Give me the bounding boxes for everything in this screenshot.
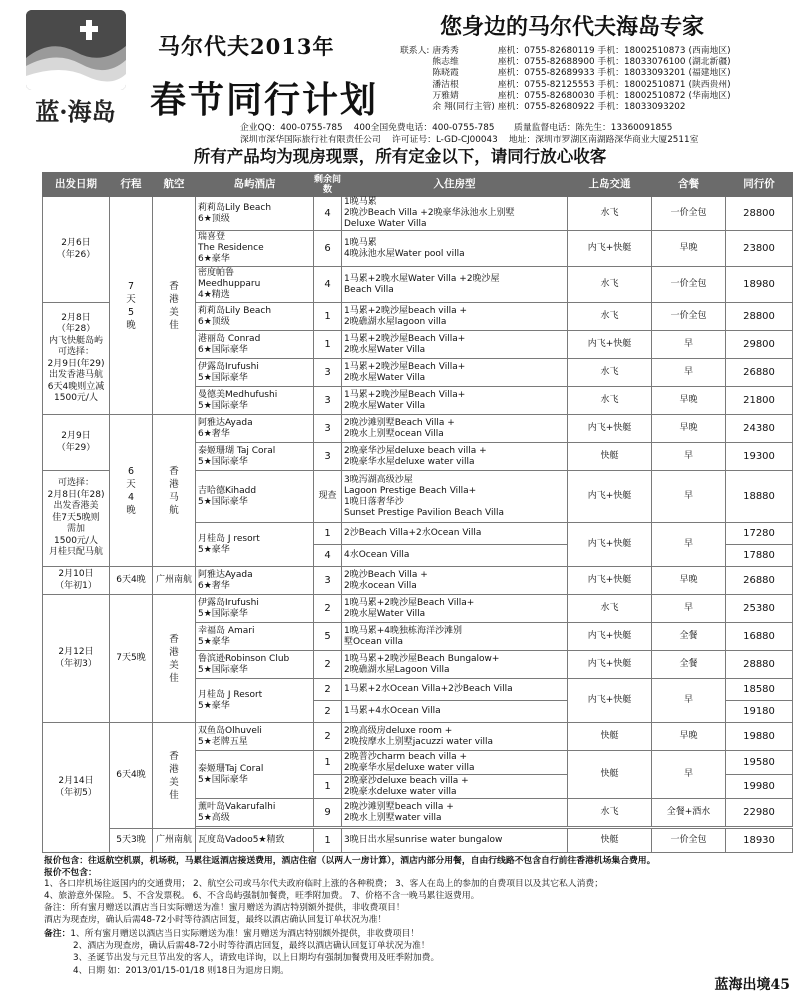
meal: 早 bbox=[652, 443, 726, 471]
transport: 内飞+快艇 bbox=[568, 623, 652, 651]
price: 18930 bbox=[726, 829, 793, 853]
room-type: 1晚马累 2晚沙Beach Villa +2晚豪华泳池水上别墅 Deluxe Water Villa bbox=[342, 197, 568, 231]
price: 26880 bbox=[726, 359, 793, 387]
price: 26880 bbox=[726, 567, 793, 595]
rooms-left: 2 bbox=[314, 701, 342, 723]
transport: 内飞+快艇 bbox=[568, 231, 652, 267]
room-type: 1晚马累+4晚独栋海洋沙滩别 墅Ocean villa bbox=[342, 623, 568, 651]
airline: 广州南航 bbox=[153, 829, 196, 853]
header-hotel: 岛屿酒店 bbox=[196, 173, 314, 197]
table-row bbox=[43, 197, 793, 231]
meal: 早 bbox=[652, 679, 726, 723]
remark-text: 1、所有蜜月赠送以酒店当日实际赠送为准！蜜月赠送为酒店特别额外提供，非收费项目！ bbox=[70, 929, 420, 939]
contact-mobile: 手机：18033093202 bbox=[597, 102, 686, 113]
room-type: 2晚普沙charm beach villa + 2晚豪华水屋deluxe water villa bbox=[342, 751, 568, 775]
company-name: 深圳市深华国际旅行社有限责任公司 bbox=[240, 135, 381, 145]
rooms-left: 3 bbox=[314, 415, 342, 443]
rooms-left: 4 bbox=[314, 545, 342, 567]
hotel-name: 莉莉岛Lily Beach 6★顶级 bbox=[196, 197, 314, 231]
hotel-name: 月桂岛 J Resort 5★豪华 bbox=[196, 679, 314, 723]
depart-date: 2月14日 （年初5） bbox=[43, 723, 110, 853]
transport: 快艇 bbox=[568, 443, 652, 471]
rooms-left: 3 bbox=[314, 359, 342, 387]
room-type: 1马累+2晚沙屋Beach Villa+ 2晚水屋Water Villa bbox=[342, 387, 568, 415]
transport: 内飞+快艇 bbox=[568, 331, 652, 359]
contact-region: (西南地区) bbox=[688, 46, 731, 56]
meal: 一价全包 bbox=[652, 267, 726, 303]
room-type: 2晚高级房deluxe room + 2晚按摩水上别墅jacuzzi water villa bbox=[342, 723, 568, 751]
room-type: 2晚豪沙deluxe beach villa + 2晚豪水deluxe water villa bbox=[342, 775, 568, 799]
meal: 早 bbox=[652, 359, 726, 387]
rooms-left: 4 bbox=[314, 197, 342, 231]
header-rooms-left: 剩余间数 bbox=[314, 174, 342, 195]
contact-seat: 座机：0755-82680030 bbox=[497, 90, 595, 101]
remark-line: 3、圣诞节出发与元旦节出发的客人，请致电详询，以上日期均有强制加餐费用及旺季附加费。 bbox=[73, 953, 440, 964]
remark-line bbox=[44, 928, 784, 940]
price-notes bbox=[44, 856, 784, 926]
rooms-left: 1 bbox=[314, 751, 342, 775]
rooms-left: 3 bbox=[314, 387, 342, 415]
headline: 所有产品均为现房现票，所有定金以下，请同行放心收客 bbox=[193, 147, 607, 166]
logo-text: 蓝·海岛 bbox=[35, 97, 116, 126]
contact-region: (湖北新疆) bbox=[688, 57, 731, 68]
contact-mobile: 手机：18033093201 bbox=[597, 68, 686, 79]
meal: 早 bbox=[652, 331, 726, 359]
wave-logo-icon bbox=[26, 10, 126, 90]
room-type: 2沙Beach Villa+2水Ocean Villa bbox=[342, 523, 568, 545]
hotel-name: 薰叶岛Vakarufalhi 5★高级 bbox=[196, 799, 314, 827]
contact-mobile: 手机：18002510871 bbox=[597, 79, 686, 90]
brand-year: 2013年 bbox=[250, 34, 335, 59]
meal: 一价全包 bbox=[652, 303, 726, 331]
trip-length: 7 天 5 晚 bbox=[110, 197, 153, 415]
hotel-name: 伊露岛Irufushi 5★国际豪华 bbox=[196, 595, 314, 623]
contact-region: (福建地区) bbox=[688, 68, 731, 79]
meal: 全餐 bbox=[652, 623, 726, 651]
meal: 早 bbox=[652, 523, 726, 567]
room-type: 1晚马累 4晚泳池水屋Water pool villa bbox=[342, 231, 568, 267]
hotel-name: 阿雅达Ayada 6★奢华 bbox=[196, 567, 314, 595]
transport: 水飞 bbox=[568, 359, 652, 387]
meal: 早 bbox=[652, 471, 726, 523]
rooms-left: 1 bbox=[314, 775, 342, 799]
rooms-left: 1 bbox=[314, 829, 342, 853]
rooms-left: 2 bbox=[314, 679, 342, 701]
contact-seat: 座机：0755-82125553 bbox=[497, 79, 595, 90]
price: 19180 bbox=[726, 701, 793, 723]
meal: 一价全包 bbox=[652, 829, 726, 853]
depart-date: 2月12日 （年初3） bbox=[43, 595, 110, 723]
price: 18980 bbox=[726, 267, 793, 303]
price: 19880 bbox=[726, 723, 793, 751]
rooms-left: 2 bbox=[314, 723, 342, 751]
price-exclude-line: 4、旅游意外保险。 5、不含发票税。 6、不含岛屿强制加餐费，旺季附加费。 7、价格不含一晚马累往返费用。 bbox=[44, 891, 480, 902]
contact-seat: 座机：0755-82680922 bbox=[497, 102, 595, 113]
contacts-label: 联系人: bbox=[400, 46, 430, 56]
price: 25380 bbox=[726, 595, 793, 623]
price: 21800 bbox=[726, 387, 793, 415]
contact-region: (陕西贵州) bbox=[688, 79, 731, 90]
contact-list bbox=[400, 46, 734, 113]
contact-name: 熊志维 bbox=[432, 57, 459, 68]
rooms-left: 9 bbox=[314, 799, 342, 827]
rooms-left: 3 bbox=[314, 443, 342, 471]
airline: 香 港 美 佳 bbox=[153, 197, 196, 415]
hotel-name: 瑞喜登 The Residence 6★豪华 bbox=[196, 231, 314, 267]
contact-mobile: 手机：18033076100 bbox=[597, 57, 686, 68]
rooms-left: 1 bbox=[314, 303, 342, 331]
header-room-type: 入住房型 bbox=[342, 173, 568, 197]
transport: 快艇 bbox=[568, 751, 652, 799]
brand-logo bbox=[8, 6, 143, 126]
transport: 内飞+快艇 bbox=[568, 523, 652, 567]
remark-title: 备注： bbox=[44, 929, 71, 939]
room-type: 2晚沙滩别墅Beach Villa + 2晚水上别墅ocean Villa bbox=[342, 415, 568, 443]
contact-seat: 座机：0755-82688900 bbox=[497, 57, 595, 68]
hotel-name: 月桂岛 J resort 5★豪华 bbox=[196, 523, 314, 567]
transport: 水飞 bbox=[568, 267, 652, 303]
rooms-left: 2 bbox=[314, 651, 342, 679]
price-exclude-line: 1、各口岸机场往返国内的交通费用； 2、航空公司或马尔代夫政府临时上涨的各种税费； 3、客人在岛上的参加的自费项目以及其它私人消费； bbox=[44, 879, 603, 890]
table-row bbox=[43, 415, 793, 443]
trip-length: 7天5晚 bbox=[110, 595, 153, 723]
meal: 早晚 bbox=[652, 231, 726, 267]
contact-seat: 座机：0755-82689933 bbox=[497, 68, 595, 79]
transport: 水飞 bbox=[568, 197, 652, 231]
transport: 水飞 bbox=[568, 303, 652, 331]
meal: 早晚 bbox=[652, 387, 726, 415]
rooms-left: 1 bbox=[314, 523, 342, 545]
company-address: 地址：深圳市罗湖区南湖路深华商业大厦2511室 bbox=[508, 135, 699, 145]
room-type: 4水Ocean Villa bbox=[342, 545, 568, 567]
contact-mobile: 手机：18002510872 bbox=[597, 90, 686, 101]
room-type: 3晚日出水屋sunrise water bungalow bbox=[342, 829, 568, 853]
depart-date: 2月8日 （年28） 内飞快艇岛屿 可选择： 2月9日(年29) 出发香港马航 6天4晚则立减 1500元/人 bbox=[43, 303, 110, 415]
supervisor-phone: 质量监督电话：陈先生：13360091855 bbox=[514, 123, 673, 133]
room-type: 2晚沙滩别墅beach villa + 2晚水上别墅water villa bbox=[342, 799, 568, 827]
remark-line: 4、日期 如：2013/01/15-01/18 则18日为退房日期。 bbox=[73, 965, 289, 976]
company-qq: 企业QQ：400-0755-785 bbox=[240, 123, 343, 133]
contact-region bbox=[689, 102, 734, 113]
price: 23800 bbox=[726, 231, 793, 267]
price: 19580 bbox=[726, 751, 793, 775]
plan-title: 春节同行计划 bbox=[150, 80, 379, 121]
hotel-name: 泰姬珊Taj Coral 5★国际豪华 bbox=[196, 751, 314, 799]
plan-table bbox=[42, 172, 793, 853]
room-type: 1晚马累+2晚沙屋Beach Villa+ 2晚水屋Water Villa bbox=[342, 595, 568, 623]
transport: 水飞 bbox=[568, 799, 652, 827]
hotel-name: 港丽岛 Conrad 6★国际豪华 bbox=[196, 331, 314, 359]
rooms-left: 4 bbox=[314, 267, 342, 303]
brand-title bbox=[158, 30, 334, 61]
airline: 香 港 美 佳 bbox=[153, 723, 196, 829]
price: 18880 bbox=[726, 471, 793, 523]
note-line: 酒店为现查房，确认后需48-72小时等待酒店回复，最终以酒店确认回复订单状况为准！ bbox=[44, 914, 387, 925]
slogan: 您身边的马尔代夫海岛专家 bbox=[440, 15, 705, 40]
price: 28800 bbox=[726, 303, 793, 331]
price: 22980 bbox=[726, 799, 793, 827]
price: 29800 bbox=[726, 331, 793, 359]
hotel-name: 泰姬珊瑚 Taj Coral 5★国际豪华 bbox=[196, 443, 314, 471]
contact-name: 潘洁根 bbox=[432, 79, 459, 90]
contact-region: (华南地区) bbox=[688, 90, 731, 101]
transport: 水飞 bbox=[568, 387, 652, 415]
transport: 快艇 bbox=[568, 829, 652, 853]
hotel-name: 瓦度岛Vadoo5★精致 bbox=[196, 829, 314, 853]
room-type: 3晚泻湖高级沙屋 Lagoon Prestige Beach Villa+ 1晚日落奢华沙 Sunset Prestige Pavilion Beach Villa bbox=[342, 471, 568, 523]
price: 19300 bbox=[726, 443, 793, 471]
room-type: 2晚豪华沙屋deluxe beach villa + 2晚豪华水屋deluxe water villa bbox=[342, 443, 568, 471]
hotel-name: 吉哈德Kihadd 5★国际豪华 bbox=[196, 471, 314, 523]
meal: 全餐+酒水 bbox=[652, 799, 726, 827]
price: 28800 bbox=[726, 197, 793, 231]
price: 17280 bbox=[726, 523, 793, 545]
free-phone: 400全国免费电话：400-0755-785 bbox=[353, 123, 495, 133]
transport: 内飞+快艇 bbox=[568, 567, 652, 595]
price: 16880 bbox=[726, 623, 793, 651]
hotel-name: 双鱼岛Olhuveli 5★老牌五星 bbox=[196, 723, 314, 751]
contact-name: 唐秀秀 bbox=[432, 46, 459, 56]
header-meal: 含餐 bbox=[652, 173, 726, 197]
price-include: 报价包含：往返航空机票，机场税，马累往返酒店接送费用，酒店住宿（以两人一房计算），酒店内部分用餐，自由行线路不包含自行前往香港机场集合费用。 bbox=[44, 856, 656, 866]
meal: 早晚 bbox=[652, 567, 726, 595]
meal: 一价全包 bbox=[652, 197, 726, 231]
room-type: 2晚沙Beach Villa + 2晚水ocean Villa bbox=[342, 567, 568, 595]
hotel-name: 幸福岛 Amari 5★豪华 bbox=[196, 623, 314, 651]
room-type: 1晚马累+2晚沙屋Beach Bungalow+ 2晚礁湖水屋Lagoon Villa bbox=[342, 651, 568, 679]
trip-length: 6 天 4 晚 bbox=[110, 415, 153, 567]
trip-length: 6天4晚 bbox=[110, 567, 153, 595]
meal: 全餐 bbox=[652, 651, 726, 679]
rooms-left: 现查 bbox=[314, 471, 342, 523]
hotel-name: 伊露岛Irufushi 5★国际豪华 bbox=[196, 359, 314, 387]
room-type: 1马累+2水Ocean Villa+2沙Beach Villa bbox=[342, 679, 568, 701]
transport: 内飞+快艇 bbox=[568, 415, 652, 443]
meal: 早晚 bbox=[652, 723, 726, 751]
transport: 内飞+快艇 bbox=[568, 679, 652, 723]
rooms-left: 2 bbox=[314, 595, 342, 623]
transport: 内飞+快艇 bbox=[568, 651, 652, 679]
airline: 广州南航 bbox=[153, 567, 196, 595]
trip-length: 5天3晚 bbox=[110, 829, 153, 853]
price: 18580 bbox=[726, 679, 793, 701]
header-transport: 上岛交通 bbox=[568, 173, 652, 197]
room-type: 1马累+4水Ocean Villa bbox=[342, 701, 568, 723]
table-row bbox=[43, 567, 793, 595]
meal: 早 bbox=[652, 751, 726, 799]
meal: 早晚 bbox=[652, 415, 726, 443]
rooms-left: 1 bbox=[314, 331, 342, 359]
contact-name: 余 翔(同行主管) bbox=[432, 102, 495, 113]
hotel-name: 鲁滨逊Robinson Club 5★国际豪华 bbox=[196, 651, 314, 679]
header-airline: 航空 bbox=[153, 173, 196, 197]
header-price: 同行价 bbox=[726, 173, 793, 197]
table-row bbox=[43, 829, 793, 853]
price: 24380 bbox=[726, 415, 793, 443]
brand-name: 马尔代夫 bbox=[158, 34, 251, 60]
depart-date: 2月6日 （年26） bbox=[43, 197, 110, 303]
header-depart-date: 出发日期 bbox=[43, 173, 110, 197]
contact-name: 万雅婧 bbox=[432, 90, 459, 101]
hotel-name: 曼德美Medhufushi 5★国际豪华 bbox=[196, 387, 314, 415]
depart-date: 2月9日 （年29） bbox=[43, 415, 110, 471]
hotel-name: 密度帕鲁 Meedhupparu 4★精选 bbox=[196, 267, 314, 303]
remarks bbox=[44, 928, 784, 977]
trip-length: 6天4晚 bbox=[110, 723, 153, 829]
price: 17880 bbox=[726, 545, 793, 567]
meal: 早 bbox=[652, 595, 726, 623]
contact-mobile: 手机：18002510873 bbox=[597, 46, 686, 56]
hotel-name: 莉莉岛Lily Beach 6★顶级 bbox=[196, 303, 314, 331]
transport: 快艇 bbox=[568, 723, 652, 751]
rooms-left: 3 bbox=[314, 567, 342, 595]
room-type: 1马累+2晚沙屋Beach Villa+ 2晚水屋Water Villa bbox=[342, 331, 568, 359]
license-number: 许可证号：L-GD-CJ00043 bbox=[391, 135, 498, 145]
room-type: 1马累+2晚沙屋Beach Villa+ 2晚水屋Water Villa bbox=[342, 359, 568, 387]
transport: 内飞+快艇 bbox=[568, 471, 652, 523]
airline: 香 港 马 航 bbox=[153, 415, 196, 567]
contact-name: 陈晓霞 bbox=[432, 68, 459, 79]
depart-date: 可选择： 2月8日(年28) 出发香港美 佳7天5晚则 需加 1500元/人 月桂只配马航 bbox=[43, 471, 110, 567]
rooms-left: 5 bbox=[314, 623, 342, 651]
airline: 香 港 美 佳 bbox=[153, 595, 196, 723]
price: 19980 bbox=[726, 775, 793, 799]
price-exclude-title: 报价不包含： bbox=[44, 867, 97, 878]
transport: 水飞 bbox=[568, 595, 652, 623]
price: 28880 bbox=[726, 651, 793, 679]
depart-date: 2月10日 （年初1） bbox=[43, 567, 110, 595]
note-line: 备注：所有蜜月赠送以酒店当日实际赠送为准！蜜月赠送为酒店特别额外提供，非收费项目！ bbox=[44, 902, 405, 913]
table-header-row bbox=[43, 173, 793, 197]
hotel-name: 阿雅达Ayada 6★奢华 bbox=[196, 415, 314, 443]
page-number: 蓝海出境45 bbox=[714, 977, 790, 993]
room-type: 1马累+2晚沙屋beach villa + 2晚礁湖水屋lagoon villa bbox=[342, 303, 568, 331]
remark-line: 2、酒店为现查房，确认后需48-72小时等待酒店回复，最终以酒店确认回复订单状况为准！ bbox=[73, 941, 430, 952]
rooms-left: 6 bbox=[314, 231, 342, 267]
header-trip: 行程 bbox=[110, 173, 153, 197]
table-row bbox=[43, 595, 793, 623]
room-type: 1马累+2晚水屋Water Villa +2晚沙屋 Beach Villa bbox=[342, 267, 568, 303]
contact-seat: 座机：0755-82680119 bbox=[497, 46, 595, 56]
table-row bbox=[43, 723, 793, 751]
